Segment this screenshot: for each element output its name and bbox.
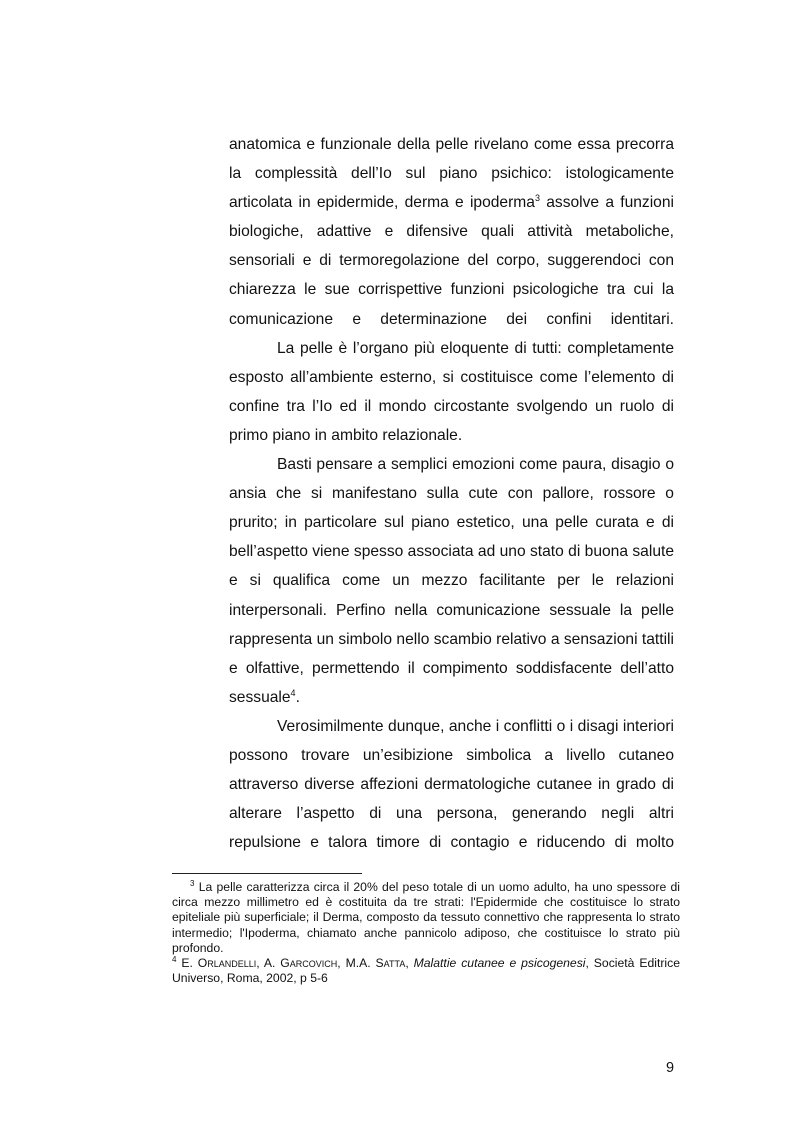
footnote-ref-3[interactable]: 3: [534, 193, 540, 204]
footnote-ref-4[interactable]: 4: [290, 687, 296, 698]
page-number: 9: [666, 1060, 675, 1076]
footnote-4: [172, 956, 680, 986]
footnote-4-number: 4: [172, 955, 177, 965]
footnote-3: [172, 880, 680, 956]
paragraph-3-end: .: [295, 688, 300, 706]
footnote-4-publisher: , Società Editrice Universo, Roma, 2002, p 5-6: [172, 956, 680, 986]
footnote-separator: [172, 873, 362, 874]
paragraph-4: Verosimilmente dunque, anche i conflitti o i disagi interiori possono trovare un’esibizione simbolica a livello cutaneo attraverso diverse affezioni dermatologiche cutanee in grado di alterare l’aspetto di una persona, generando negli altri repulsione e talora timore di contagio e riducendo di molto: [229, 717, 674, 852]
footnote-3-text: La pelle caratterizza circa il 20% del peso totale di un uomo adulto, ha uno spessore di circa mezzo millimetro ed è costituita da tre strati: l'Epidermide che costituisce lo strato epiteliale più superficiale; il Derma, composto da tessuto connettivo che rappresenta lo strato intermedio; l'Ipoderma, chiamato anche pannicolo adiposo, che costituisce lo strato più profondo.: [172, 880, 680, 955]
paragraph-1: [229, 130, 674, 334]
paragraph-3-text: Basti pensare a semplici emozioni come paura, disagio o ansia che si manifestano sulla cute con pallore, rossore o prurito; in particolare sul piano estetico, una pelle curata e di bell’aspetto viene spesso associata ad uno stato di buona salute e si qualifica come un mezzo facilitante per le relazioni interpersonali. Perfino nella comunicazione sessuale la pelle rappresenta un simbolo nello scambio relativo a sensazioni tattili e olfattive, permettendo il compimento soddisfacente dell’atto sessuale: [229, 456, 674, 706]
paragraph-1-continuation: assolve a funzioni biologiche, adattive e difensive quali attività metaboliche, sensoriali e di termoregolazione del corpo, suggerendoci con chiarezza le sue corrispettive funzioni psicologiche tra cui la comunicazione e determinazione dei confini identitari.: [229, 194, 674, 328]
footnote-4-authors: E. Orlandelli, A. Garcovich, M.A. Satta,: [176, 956, 409, 971]
footnotes: [172, 880, 680, 986]
paragraph-3: [229, 450, 674, 712]
footnote-4-title: Malattie cutanee e psicogenesi: [413, 956, 586, 971]
body-text: [229, 130, 674, 857]
paragraph-2: La pelle è l’organo più eloquente di tutti: completamente esposto all’ambiente esterno, si costituisce come l’elemento di confine tra l’Io ed il mondo circostante svolgendo un ruolo di primo piano in ambito relazionale.: [229, 339, 674, 444]
footnote-3-number: 3: [190, 879, 195, 888]
paragraph-1-text: anatomica e funzionale della pelle rivelano come essa precorra la complessità dell’Io sul piano psichico: istologicamente articolata in epidermide, derma e ipoderma: [229, 136, 674, 212]
